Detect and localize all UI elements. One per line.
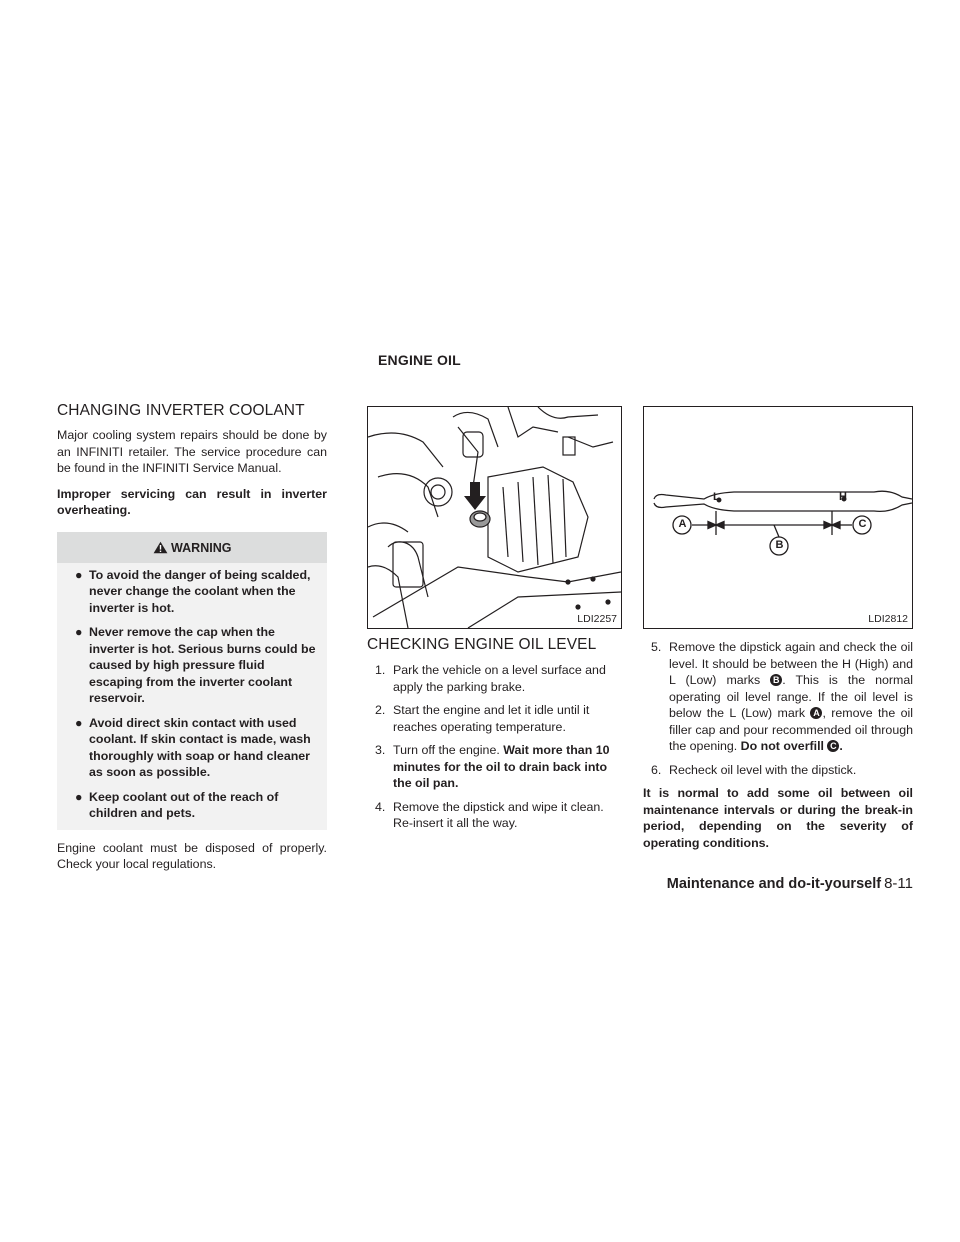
right-column — [643, 639, 913, 851]
heading-changing-inverter-coolant: CHANGING INVERTER COOLANT — [57, 402, 305, 419]
label-b: B — [775, 539, 784, 551]
warning-header — [57, 532, 327, 563]
intro-paragraph: Major cooling system repairs should be done by an INFINITI retailer. The service procedure can be found in the INFINITI Service Manual. — [57, 428, 327, 475]
dipstick-l-mark: L — [713, 491, 720, 503]
page-footer — [643, 875, 913, 893]
engine-bay-illustration — [368, 407, 621, 628]
step-item: 3. Turn off the engine. Wait more than 10 minutes for the oil to drain back into the oil pan. — [375, 743, 610, 790]
warning-item: ● To avoid the danger of being scalded, never change the coolant when the inverter is hot. — [75, 567, 311, 615]
callout-a: A — [810, 707, 822, 719]
label-c: C — [858, 518, 867, 530]
callout-b: B — [770, 674, 782, 686]
step-item: 6. Recheck oil level with the dipstick. — [651, 762, 857, 777]
heading-checking-engine-oil-level: CHECKING ENGINE OIL LEVEL — [367, 636, 597, 653]
figure-code: LDI2257 — [577, 613, 617, 625]
warning-list — [57, 563, 327, 830]
warning-triangle-icon — [153, 541, 168, 554]
section-title: ENGINE OIL — [378, 352, 461, 368]
step-item: 5. Remove the dipstick again and check the oil level. It should be between the H (High) and L (Low) marks B . This is the normal operating oil level range. If the oil level is below the L (Low) mark A , remove the oil filler cap and pour recommended oil through the opening. Do not overfill C . — [651, 640, 913, 753]
callout-c: C — [827, 740, 839, 752]
steps-list — [367, 662, 622, 832]
warning-item: ● Never remove the cap when the inverter is hot. Serious burns could be caused by high pressure fluid escaping from the inverter coolant reservoir. — [75, 625, 316, 705]
warning-box — [57, 532, 327, 830]
page-number: 8-11 — [884, 875, 913, 892]
disposal-paragraph: Engine coolant must be disposed of properly. Check your local regulations. — [57, 840, 327, 871]
step-item: 2. Start the engine and let it idle until it reaches operating temperature. — [375, 703, 590, 734]
oil-note: It is normal to add some oil between oil maintenance intervals or during the break-in period, depending on the severity of operating conditions. — [643, 786, 913, 850]
figure-engine-bay — [367, 406, 622, 629]
step-item: 4. Remove the dipstick and wipe it clean. Re-insert it all the way. — [375, 799, 604, 830]
dipstick-h-mark: H — [839, 491, 847, 503]
warning-item: ● Avoid direct skin contact with used coolant. If skin contact is made, wash thoroughly with soap or hand cleaner as soon as possible. — [75, 715, 311, 779]
footer-chapter-title: Maintenance and do-it-yourself — [666, 876, 882, 892]
arrow-down-icon — [464, 482, 486, 510]
steps-list-continued — [643, 639, 913, 778]
bold-note: Improper servicing can result in inverter overheating. — [57, 486, 327, 517]
warning-title: WARNING — [171, 540, 232, 555]
left-column — [57, 402, 327, 873]
step-item: 1. Park the vehicle on a level surface and apply the parking brake. — [375, 663, 606, 694]
figure-code: LDI2812 — [868, 613, 908, 625]
middle-column — [367, 636, 622, 839]
label-a: A — [678, 518, 687, 530]
figure-dipstick — [643, 406, 913, 629]
warning-item: ● Keep coolant out of the reach of children and pets. — [75, 789, 279, 820]
